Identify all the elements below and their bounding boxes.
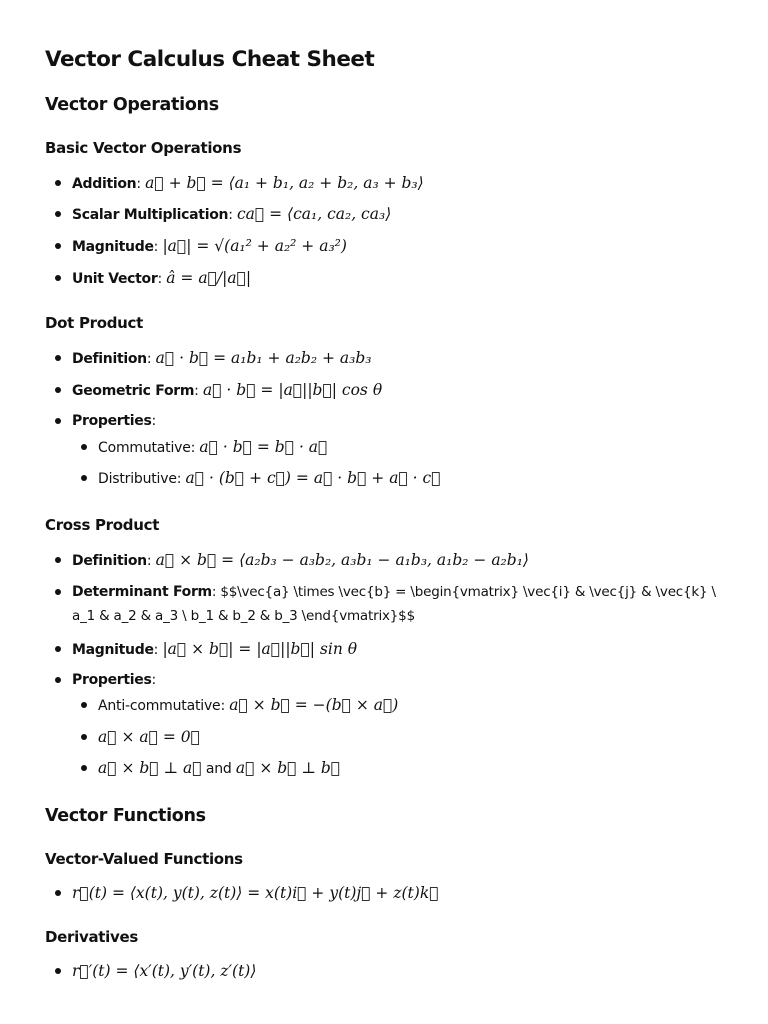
item-label: Determinant Form bbox=[72, 584, 212, 600]
list-item-vector-valued-function bbox=[72, 881, 439, 906]
item-separator: : bbox=[153, 642, 163, 658]
item-formula: â = a⃗/|a⃗| bbox=[166, 269, 252, 287]
list-item-magnitude bbox=[72, 234, 347, 259]
item-text: Anti-commutative: bbox=[98, 698, 230, 714]
item-formula: a⃗ · b⃗ = a₁b₁ + a₂b₂ + a₃b₃ bbox=[155, 349, 372, 367]
list-item-cross-properties bbox=[72, 668, 156, 692]
item-label: Properties bbox=[72, 413, 152, 429]
item-label: Geometric Form bbox=[72, 383, 195, 399]
item-label: Magnitude bbox=[72, 239, 154, 255]
item-formula: |a⃗ × b⃗| = |a⃗||b⃗| sin θ bbox=[162, 640, 358, 658]
item-separator: : bbox=[228, 207, 237, 223]
item-label: Addition bbox=[72, 176, 137, 192]
item-label: Unit Vector bbox=[72, 271, 158, 287]
item-separator: : bbox=[151, 413, 157, 429]
item-label: Definition bbox=[72, 553, 147, 569]
list-item-cross-determinant-form bbox=[72, 580, 722, 628]
item-formula: |a⃗| = √(a₁² + a₂² + a₃²) bbox=[162, 237, 347, 255]
item-formula: a⃗ · b⃗ = |a⃗||b⃗| cos θ bbox=[202, 381, 383, 399]
item-formula-2: a⃗ × b⃗ ⊥ b⃗ bbox=[235, 759, 341, 777]
item-formula: r⃗(t) = ⟨x(t), y(t), z(t)⟩ = x(t)i⃗ + y(t)j⃗ + z(t)k⃗ bbox=[72, 884, 439, 902]
subsection-heading-basic-operations: Basic Vector Operations bbox=[45, 139, 242, 157]
item-separator: : bbox=[157, 271, 167, 287]
item-label: Scalar Multiplication bbox=[72, 207, 229, 223]
list-item-dot-properties bbox=[72, 409, 156, 433]
list-item-cross-magnitude bbox=[72, 637, 357, 662]
item-label: Properties bbox=[72, 672, 152, 688]
item-formula: a⃗ · (b⃗ + c⃗) = a⃗ · b⃗ + a⃗ · c⃗ bbox=[185, 469, 441, 487]
item-separator: : bbox=[153, 239, 163, 255]
sub-list-item-self-cross bbox=[98, 725, 200, 750]
item-separator: : bbox=[194, 383, 203, 399]
item-separator: : bbox=[146, 351, 156, 367]
list-item-dot-definition bbox=[72, 346, 371, 371]
item-separator: : bbox=[211, 584, 221, 600]
item-formula: a⃗ + b⃗ = ⟨a₁ + b₁, a₂ + b₂, a₃ + b₃⟩ bbox=[145, 174, 424, 192]
item-separator: : bbox=[146, 553, 156, 569]
item-raw-latex: $$\vec{a} \times \vec{b} = \begin{vmatrix} \vec{i} & \vec{j} & \vec{k} \ a_1 & a_2 & a_3 \ b_1 & b_2 & b_3 \end{vmatrix}$$ bbox=[72, 584, 716, 624]
item-formula: a⃗ × b⃗ = ⟨a₂b₃ − a₃b₂, a₃b₁ − a₁b₃, a₁b₂ − a₂b₁⟩ bbox=[155, 551, 529, 569]
item-formula: a⃗ × a⃗ = 0⃗ bbox=[98, 728, 200, 746]
item-label: Magnitude bbox=[72, 642, 154, 658]
list-item-dot-geometric-form bbox=[72, 378, 382, 403]
subsection-heading-vector-valued-functions: Vector-Valued Functions bbox=[45, 850, 243, 868]
sub-list-item-commutative bbox=[98, 435, 327, 460]
list-item-scalar-multiplication bbox=[72, 202, 391, 227]
sub-list-item-anti-commutative bbox=[98, 693, 398, 718]
section-heading-vector-functions: Vector Functions bbox=[45, 806, 206, 826]
item-label: Definition bbox=[72, 351, 147, 367]
item-formula: a⃗ · b⃗ = b⃗ · a⃗ bbox=[199, 438, 328, 456]
list-item-derivative bbox=[72, 959, 256, 984]
sub-list-item-orthogonality bbox=[98, 756, 340, 781]
item-formula: r⃗′(t) = ⟨x′(t), y′(t), z′(t)⟩ bbox=[72, 962, 257, 980]
subsection-heading-cross-product: Cross Product bbox=[45, 516, 160, 534]
item-text: Distributive: bbox=[98, 471, 186, 487]
item-separator: : bbox=[151, 672, 157, 688]
subsection-heading-derivatives: Derivatives bbox=[45, 928, 138, 946]
item-text: and bbox=[201, 761, 236, 777]
item-separator: : bbox=[136, 176, 146, 192]
list-item-cross-definition bbox=[72, 548, 529, 573]
list-item-unit-vector bbox=[72, 266, 251, 291]
sub-list-item-distributive bbox=[98, 466, 441, 491]
subsection-heading-dot-product: Dot Product bbox=[45, 314, 144, 332]
item-text: Commutative: bbox=[98, 440, 200, 456]
page-title: Vector Calculus Cheat Sheet bbox=[45, 47, 375, 72]
item-formula: ca⃗ = ⟨ca₁, ca₂, ca₃⟩ bbox=[236, 205, 392, 223]
list-item-addition bbox=[72, 171, 424, 196]
section-heading-vector-operations: Vector Operations bbox=[45, 95, 219, 115]
item-formula: a⃗ × b⃗ ⊥ a⃗ bbox=[98, 759, 202, 777]
item-formula: a⃗ × b⃗ = −(b⃗ × a⃗) bbox=[229, 696, 399, 714]
